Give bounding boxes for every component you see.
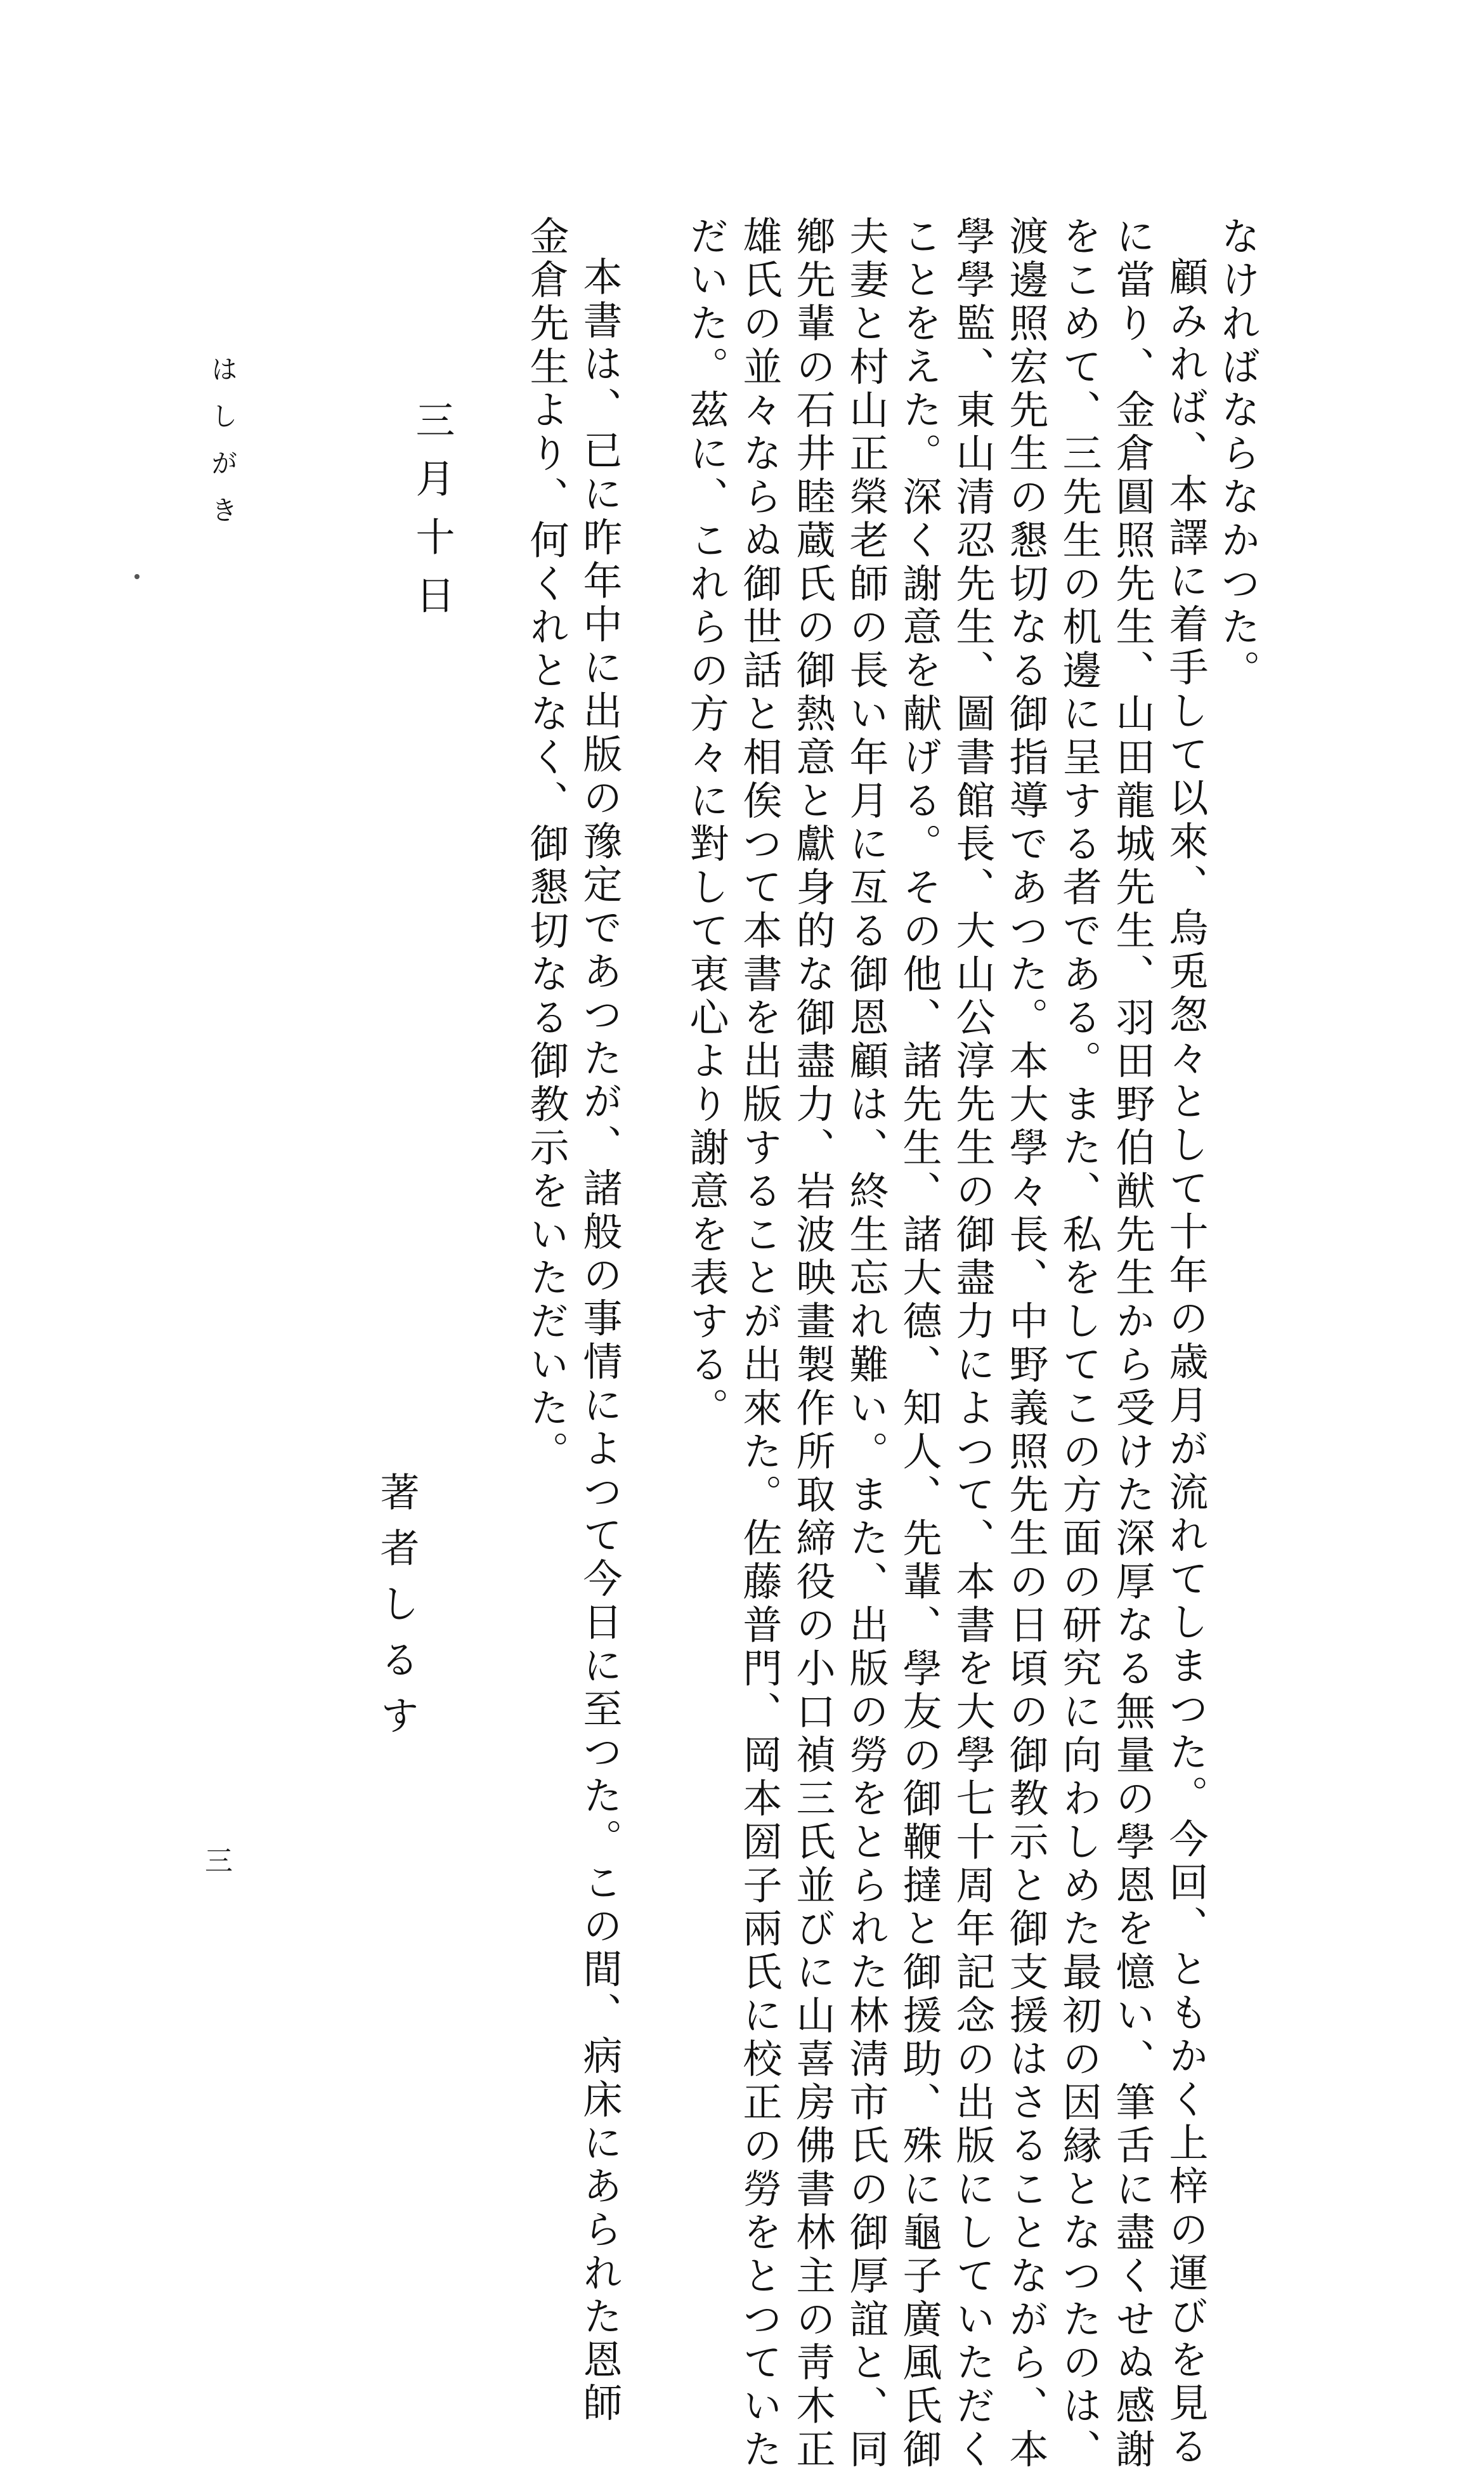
body-column-8: 夫妻と村山正榮老師の長い年月に亙る御恩顧は、終生忘れ難い。また、出版の勞をとられた林淸市氏の御厚誼と、同 [843,216,889,2472]
body-column-1: なければならなかつた。 [1214,216,1261,693]
body-column-2: 顧みれば、本譯に着手して以來、烏兎怱々として十年の歳月が流れてしまつた。今回、ともかく上梓の運びを見る [1162,256,1209,2469]
ink-speck [134,574,140,579]
body-column-7: ことをえた。深く謝意を献げる。その他、諸先生、諸大德、知人、先輩、學友の御鞭撻と御援助、殊に龜子廣風氏御 [896,216,942,2472]
body-column-10: 雄氏の並々ならぬ御世話と相俟つて本書を出版することが出來た。佐藤普門、岡本圀子兩氏に校正の勞をとつていた [736,216,783,2472]
author-signature: 著者しるす [374,1472,420,1751]
body-column-13: 金倉先生より、何くれとなく、御懇切なる御教示をいただいた。 [523,216,570,1474]
date-line: 三月十日 [409,400,455,633]
body-column-6: 學學監、東山清忍先生、圖書館長、大山公淳先生の御盡力によつて、本書を大學七十周年記念の出版にしていただく [949,216,996,2472]
page-number: 三 [200,1846,232,1878]
body-column-11: だいた。茲に、これらの方々に對して衷心より謝意を表する。 [683,216,729,1431]
body-column-12: 本書は、已に昨年中に出版の豫定であつたが、諸般の事情によつて今日に至つた。この間、病床にあられた恩師 [576,256,623,2426]
body-column-4: をこめて、三先生の机邊に呈する者である。また、私をしてこの方面の研究に向わしめた最初の因縁となつたのは、 [1056,216,1102,2472]
body-column-5: 渡邊照宏先生の懇切なる御指導であつた。本大學々長、中野義照先生の日頃の御教示と御支援はさることながら、本 [1003,216,1049,2472]
body-column-9: 鄕先輩の石井睦蔵氏の御熱意と獻身的な御盡力、岩波映畫製作所取締役の小口禎三氏並びに山喜房佛書林主の靑木正 [790,216,836,2472]
running-title: はしがき [207,355,238,543]
body-column-3: に當り、金倉圓照先生、山田龍城先生、羽田野伯猷先生から受けた深厚なる無量の學恩を憶い、筆舌に盡くせぬ感謝 [1109,216,1155,2472]
